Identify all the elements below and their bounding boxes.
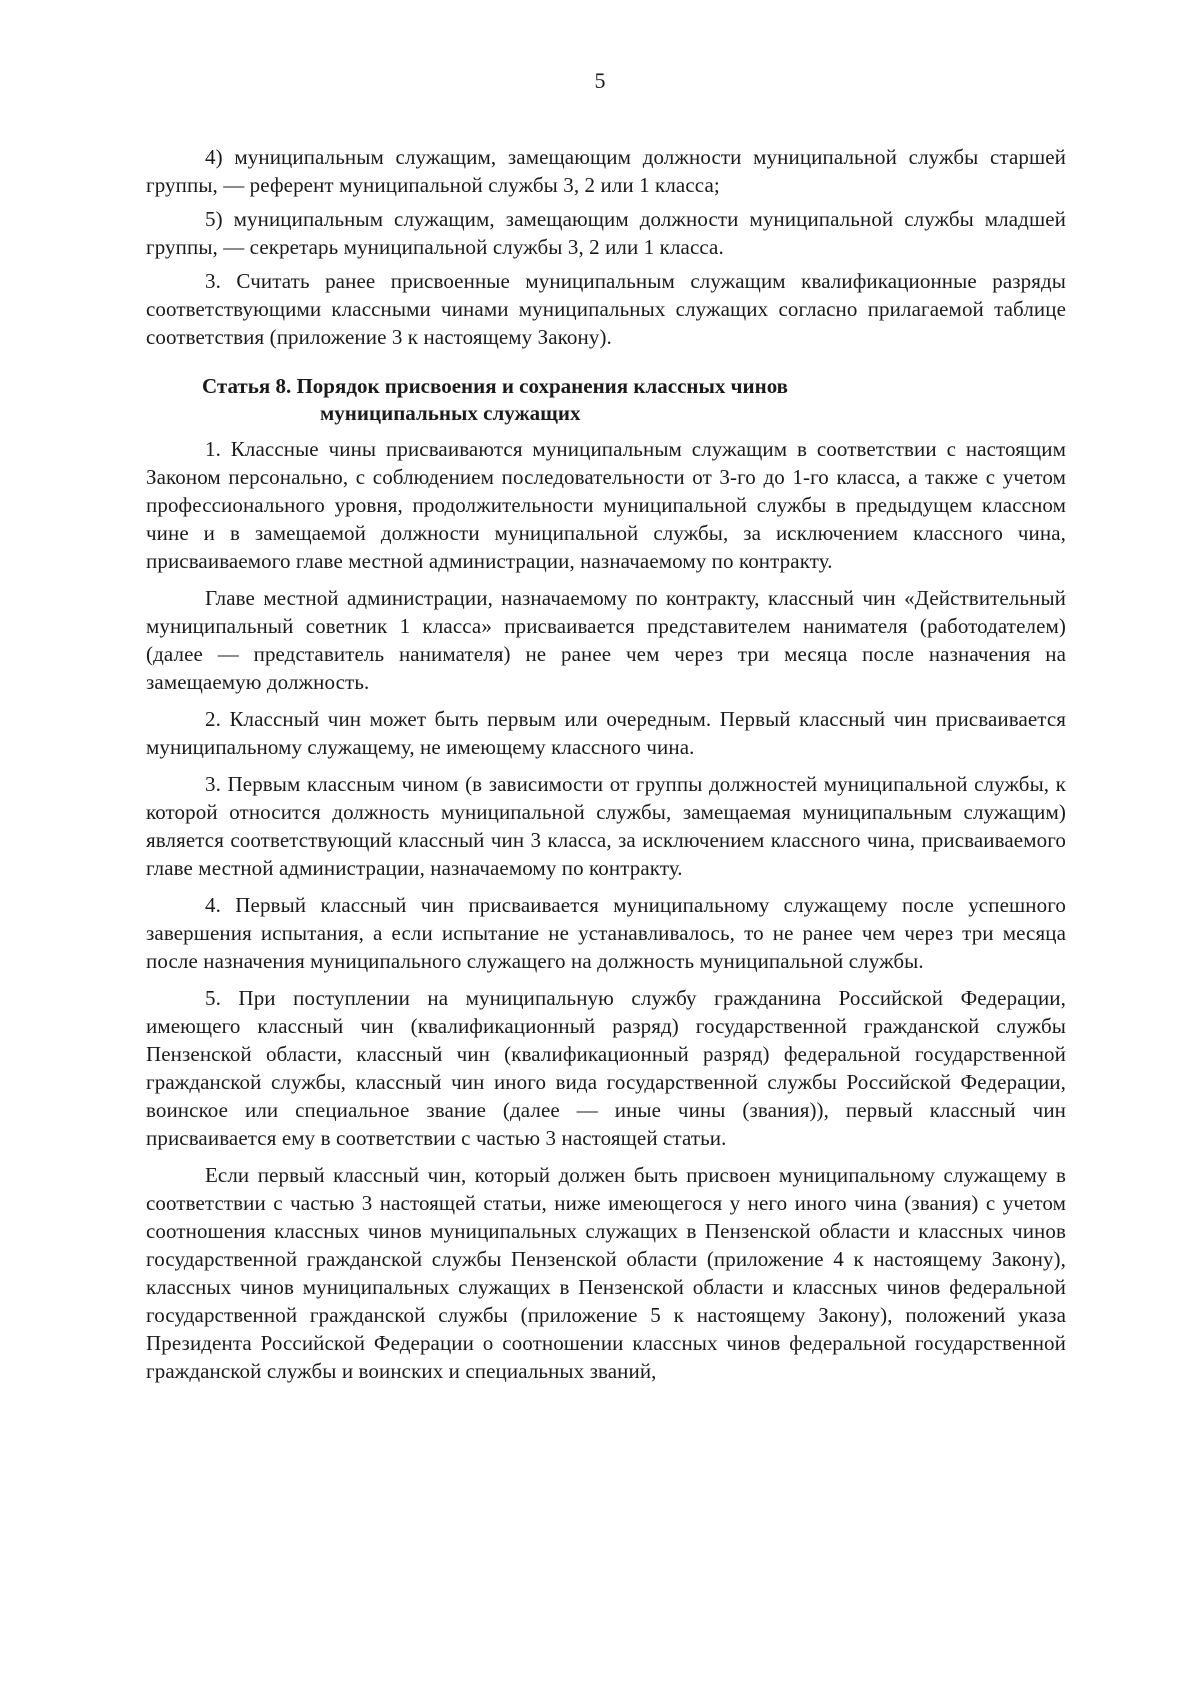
list-item-4: 4) муниципальным служащим, замещающим должности муниципальной службы старшей группы, — референт муниципальной службы 3, 2 или 1 класса; — [146, 145, 1066, 197]
article-heading — [146, 373, 942, 427]
paragraph-part-3: 3. Считать ранее присвоенные муниципальным служащим квалификационные разряды соответствующими классными чинами муниципальных служащих согласно прилагаемой таблице соответствия (приложение 3 к настоящему Закону). — [146, 269, 1066, 349]
paragraph: 5. При поступлении на муниципальную службу гражданина Российской Федерации, имеющего классный чин (квалификационный разряд) государственной гражданской службы Пензенской области, классный чин (квалификационный разряд) федеральной государственной гражданской службы, классный чин иного вида государственной службы Российской Федерации, воинское или специальное звание (далее — иные чины (звания)), первый классный чин присваивается ему в соответствии с частью 3 настоящей статьи. — [146, 986, 1066, 1150]
paragraph: 4. Первый классный чин присваивается муниципальному служащему после успешного завершения испытания, а если испытание не устанавливалось, то не ранее чем через три месяца после назначения муниципального служащего на должность муниципальной службы. — [146, 893, 1066, 973]
paragraph: 3. Первым классным чином (в зависимости от группы должностей муниципальной службы, к которой относится должность муниципальной службы, замещаемая муниципальным служащим) является соответствующий классный чин 3 класса, за исключением классного чина, присваиваемого главе местной администрации, назначаемому по контракту. — [146, 772, 1066, 880]
paragraph: Главе местной администрации, назначаемому по контракту, классный чин «Действительный муниципальный советник 1 класса» присваивается представителем нанимателя (работодателем) (далее — представитель нанимателя) не ранее чем через три месяца после назначения на замещаемую должность. — [146, 586, 1066, 694]
paragraph: 1. Классные чины присваиваются муниципальным служащим в соответствии с настоящим Законом персонально, с соблюдением последовательности от 3-го до 1-го класса, а также с учетом профессионального уровня, продолжительности муниципальной службы в предыдущем классном чине и в замещаемой должности муниципальной службы, за исключением классного чина, присваиваемого главе местной администрации, назначаемому по контракту. — [146, 437, 1066, 573]
document-body — [146, 143, 1066, 1394]
paragraph: Если первый классный чин, который должен быть присвоен муниципальному служащему в соответствии с частью 3 настоящей статьи, ниже имеющегося у него иного чина (звания) с учетом соотношения классных чинов муниципальных служащих в Пензенской области и классных чинов государственной гражданской службы Пензенской области (приложение 4 к настоящему Закону), классных чинов муниципальных служащих в Пензенской области и классных чинов федеральной государственной гражданской службы (приложение 5 к настоящему Закону), положений указа Президента Российской Федерации о соотношении классных чинов федеральной государственной гражданской службы и воинских и специальных званий, — [146, 1163, 1066, 1383]
list-item-5: 5) муниципальным служащим, замещающим должности муниципальной службы младшей группы, — секретарь муниципальной службы 3, 2 или 1 класса. — [146, 207, 1066, 259]
article-title-line1: Статья 8. Порядок присвоения и сохранения классных чинов — [202, 374, 789, 398]
article-title-line2: муниципальных служащих — [320, 401, 581, 425]
paragraph: 2. Классный чин может быть первым или очередным. Первый классный чин присваивается муниципальному служащему, не имеющему классного чина. — [146, 707, 1066, 759]
page-number: 5 — [594, 68, 606, 93]
